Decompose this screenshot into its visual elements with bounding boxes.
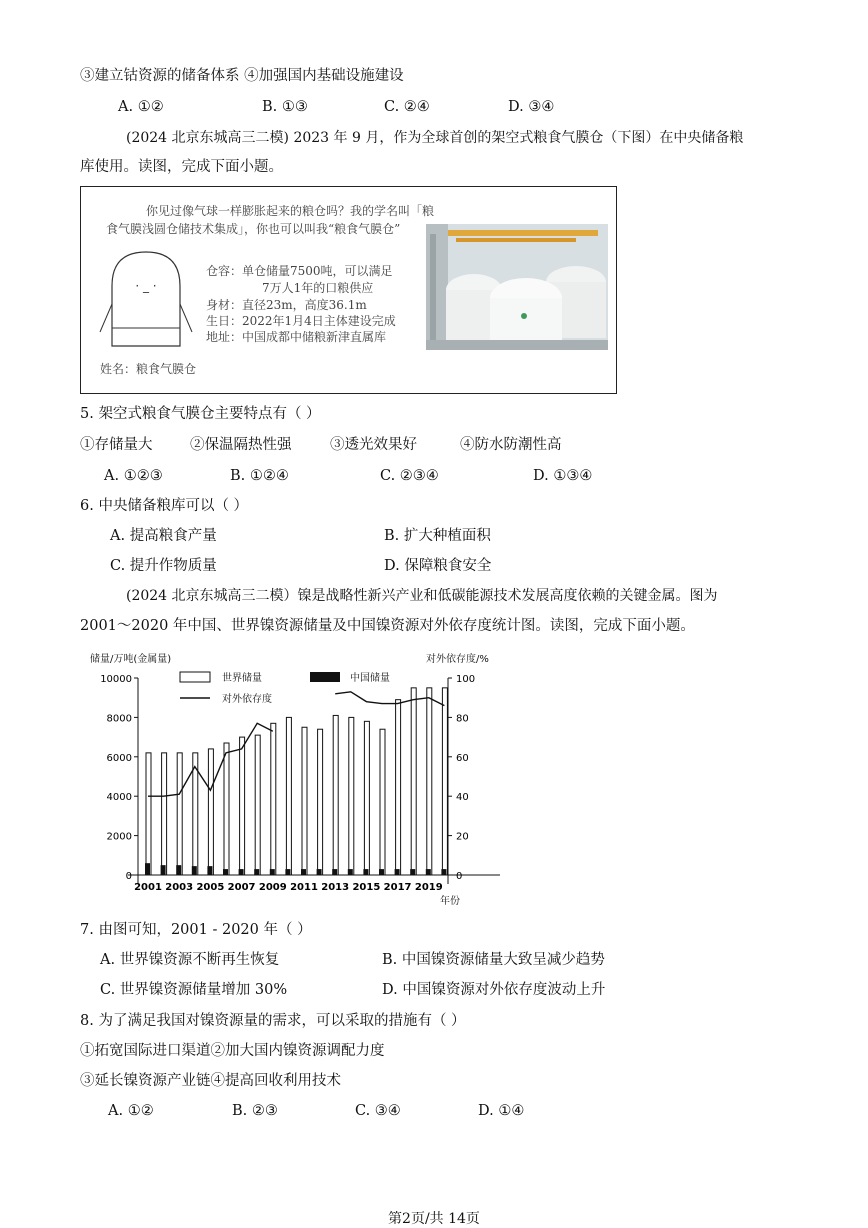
legend-swatch-world: [180, 672, 210, 682]
world-reserve-bar: [255, 735, 260, 875]
q6-option-b: B. 扩大种植面积: [384, 528, 491, 544]
prev-option-b: B. ①③: [262, 99, 308, 115]
q7-option-b: B. 中国镍资源储量大致呈减少趋势: [382, 952, 605, 968]
figure-spec-supply: 7万人1年的口粮供应: [262, 281, 374, 295]
legend-dependency: 对外依存度: [222, 694, 272, 705]
right-tick-label: 40: [456, 792, 469, 804]
china-reserve-bar: [161, 865, 166, 875]
mascot-face: · _ ·: [135, 279, 157, 293]
q8-option-d: D. ①④: [478, 1103, 525, 1119]
china-reserve-bar: [145, 863, 150, 875]
chart-ylabel-right: 对外依存度/%: [426, 654, 489, 665]
q5-option-a: A. ①②③: [104, 468, 163, 484]
x-tick-label: 2019: [414, 882, 443, 893]
q7-option-c: C. 世界镍资源储量增加 30%: [100, 982, 288, 998]
china-reserve-bar: [301, 869, 306, 875]
x-tick-label: 2017: [383, 882, 412, 893]
q6-option-d: D. 保障粮食安全: [384, 558, 492, 574]
intro2-line1: (2024 北京东城高三二模）镍是战略性新兴产业和低碳能源技术发展高度依赖的关键金属。图为: [126, 588, 718, 604]
left-tick-label: 6000: [106, 752, 132, 764]
q8-option-c: C. ③④: [355, 1103, 401, 1119]
legend-world: 世界储量: [222, 673, 262, 684]
figure-spec-address: 地址：中国成都中储粮新津直属库: [206, 330, 387, 344]
china-reserve-bar: [285, 869, 290, 875]
x-tick-label: 2015: [352, 882, 381, 893]
q5-stem: 5. 架空式粮食气膜仓主要特点有（ ）: [80, 406, 321, 422]
world-reserve-bar: [349, 717, 354, 875]
q5-item-3: ③透光效果好: [330, 437, 417, 453]
q8-line2: ③延长镍资源产业链④提高回收利用技术: [80, 1073, 341, 1089]
silo-photo: [426, 224, 608, 350]
q8-option-b: B. ②③: [232, 1103, 278, 1119]
q6-option-c: C. 提升作物质量: [110, 558, 217, 574]
china-reserve-bar: [379, 869, 384, 875]
x-tick-label: 2009: [258, 882, 287, 893]
world-reserve-bar: [396, 700, 401, 875]
left-tick-label: 8000: [106, 713, 132, 725]
q5-item-2: ②保温隔热性强: [190, 437, 292, 453]
figure-caption-line1: 你见过像气球一样膨胀起来的粮仓吗？我的学名叫「粮: [146, 204, 435, 218]
world-reserve-bar: [177, 753, 182, 875]
q6-stem: 6. 中央储备粮库可以（ ）: [80, 498, 249, 514]
china-reserve-bar: [317, 869, 322, 875]
figure-name-label: 姓名：粮食气膜仓: [100, 362, 197, 376]
right-tick-label: 20: [456, 831, 469, 843]
china-reserve-bar: [239, 869, 244, 875]
x-tick-label: 2007: [227, 882, 256, 893]
china-reserve-bar: [270, 869, 275, 875]
q7-option-a: A. 世界镍资源不断再生恢复: [100, 952, 280, 968]
china-reserve-bar: [207, 866, 212, 875]
china-reserve-bar: [348, 869, 353, 875]
q5-option-d: D. ①③④: [533, 468, 593, 484]
q7-stem: 7. 由图可知，2001 ‑ 2020 年（ ）: [80, 922, 312, 938]
china-reserve-bar: [441, 869, 446, 875]
right-tick-label: 0: [456, 871, 463, 882]
silo-photo-image: [426, 224, 608, 350]
q8-line1: ①拓宽国际进口渠道②加大国内镍资源调配力度: [80, 1043, 385, 1059]
q5-option-b: B. ①②④: [230, 468, 289, 484]
prev-option-c: C. ②④: [384, 99, 430, 115]
x-tick-label: 2001: [134, 882, 162, 893]
right-tick-label: 80: [456, 713, 469, 725]
right-tick-label: 60: [456, 752, 469, 764]
x-tick-label: 2013: [321, 882, 350, 893]
legend-china: 中国储量: [350, 673, 390, 684]
china-reserve-bar: [426, 869, 431, 875]
prev-question-line: ③建立钴资源的储备体系 ④加强国内基础设施建设: [80, 68, 404, 84]
q6-option-a: A. 提高粮食产量: [110, 528, 217, 544]
figure-spec-birthday: 生日：2022年1月4日主体建设完成: [206, 314, 396, 328]
chart-ylabel-left: 储量/万吨(金属量): [90, 654, 172, 665]
silo-mascot-drawing: [96, 246, 200, 356]
nickel-chart: [88, 646, 508, 908]
left-tick-label: 4000: [106, 792, 132, 804]
x-tick-label: 2005: [196, 882, 225, 893]
world-reserve-bar: [427, 688, 432, 875]
prev-option-d: D. ③④: [508, 99, 555, 115]
q5-option-c: C. ②③④: [380, 468, 439, 484]
prev-option-a: A. ①②: [118, 99, 164, 115]
left-tick-label: 2000: [106, 831, 132, 843]
x-tick-label: 2003: [165, 882, 194, 893]
world-reserve-bar: [271, 723, 276, 875]
page-footer: 第2页/共 14页: [388, 1211, 480, 1227]
figure-caption-line2: 食气膜浅圆仓储技术集成」，你也可以叫我“粮食气膜仓”: [106, 222, 401, 236]
china-reserve-bar: [332, 869, 337, 875]
china-reserve-bar: [254, 869, 259, 875]
china-reserve-bar: [192, 866, 197, 875]
world-reserve-bar: [302, 727, 307, 875]
left-tick-label: 10000: [100, 674, 132, 685]
world-reserve-bar: [224, 743, 229, 875]
left-tick-label: 0: [125, 871, 132, 882]
world-reserve-bar: [442, 688, 447, 875]
intro2-line2: 2001～2020 年中国、世界镍资源储量及中国镍资源对外依存度统计图。读图，完成下面小题。: [80, 618, 695, 634]
chart-xlabel: 年份: [440, 896, 460, 907]
china-reserve-bar: [363, 869, 368, 875]
world-reserve-bar: [162, 753, 167, 875]
q7-option-d: D. 中国镍资源对外依存度波动上升: [382, 982, 606, 998]
q5-item-4: ④防水防潮性高: [460, 437, 562, 453]
world-reserve-bar: [146, 753, 151, 875]
world-reserve-bar: [411, 688, 416, 875]
world-reserve-bar: [240, 737, 245, 875]
world-reserve-bar: [286, 717, 291, 875]
world-reserve-bar: [333, 715, 338, 875]
q8-stem: 8. 为了满足我国对镍资源量的需求，可以采取的措施有（ ）: [80, 1013, 466, 1029]
q5-item-1: ①存储量大: [80, 437, 153, 453]
q8-option-a: A. ①②: [108, 1103, 154, 1119]
world-reserve-bar: [380, 729, 385, 875]
x-tick-label: 2011: [290, 882, 318, 893]
world-reserve-bar: [208, 749, 213, 875]
figure-spec-size: 身材：直径23m，高度36.1m: [206, 298, 367, 312]
right-tick-label: 100: [456, 674, 476, 685]
china-reserve-bar: [176, 865, 181, 875]
intro1-line2: 库使用。读图，完成下面小题。: [80, 159, 283, 175]
world-reserve-bar: [318, 729, 323, 875]
china-reserve-bar: [395, 869, 400, 875]
china-reserve-bar: [223, 869, 228, 875]
world-reserve-bar: [364, 721, 369, 875]
intro1-line1: (2024 北京东城高三二模) 2023 年 9 月，作为全球首创的架空式粮食气膜仓（下图）在中央储备粮: [126, 130, 744, 146]
figure-spec-capacity: 仓容：单仓储量7500吨，可以满足: [206, 264, 393, 278]
china-reserve-bar: [410, 869, 415, 875]
legend-swatch-china: [310, 672, 340, 682]
